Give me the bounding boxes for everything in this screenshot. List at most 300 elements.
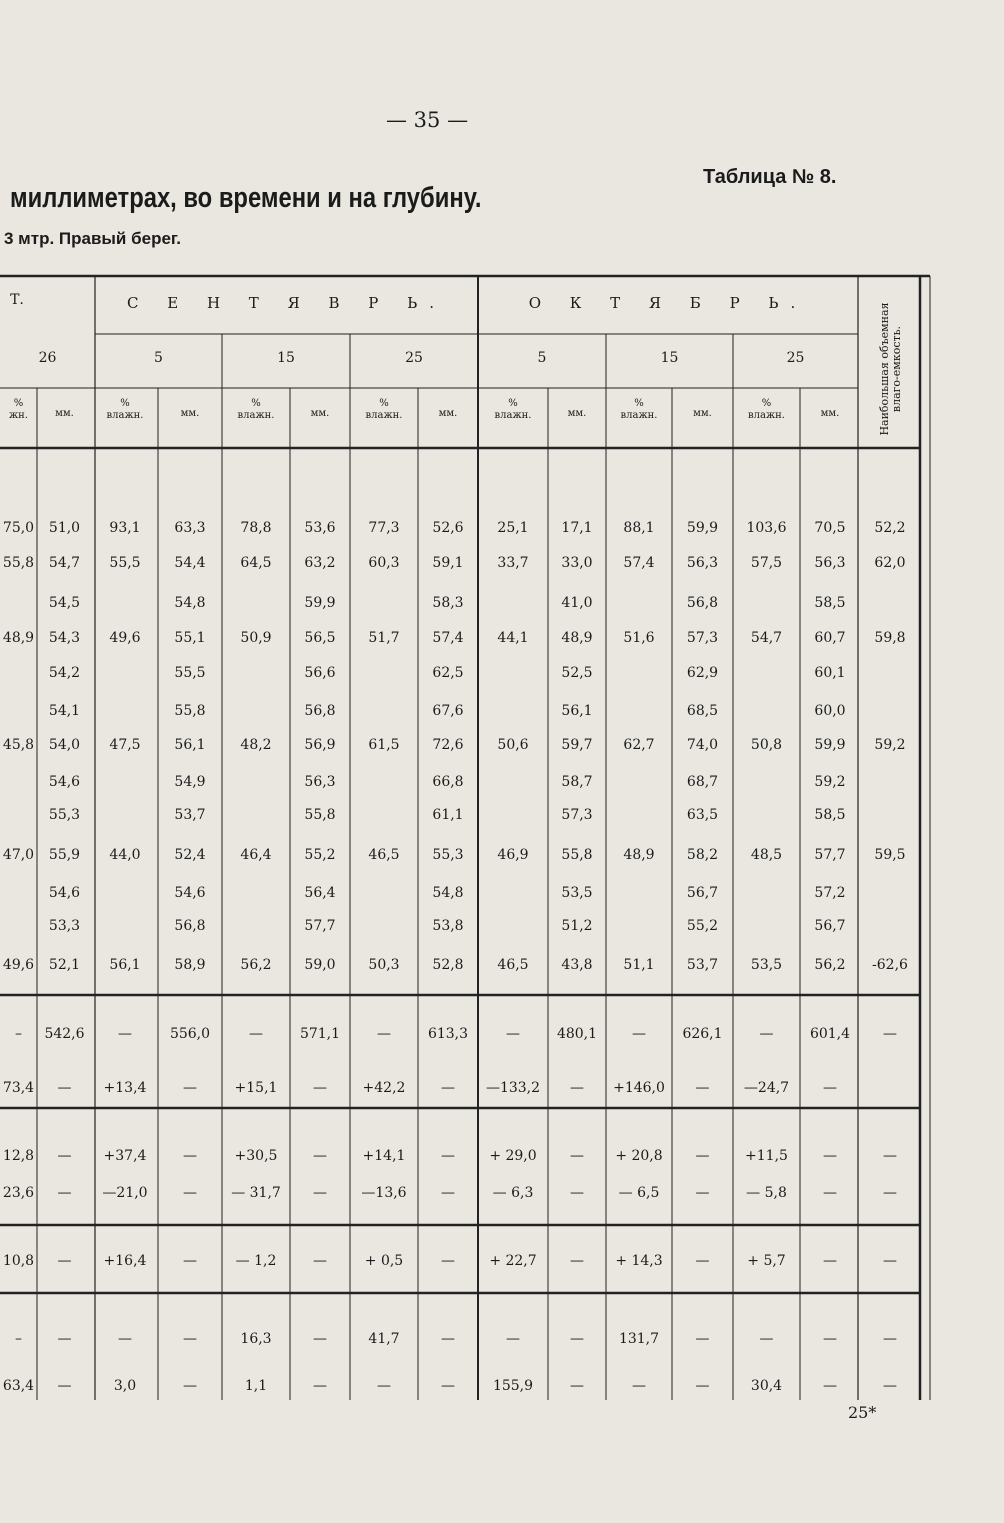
table-cell: +42,2 (362, 1080, 406, 1096)
table-cell: 63,3 (174, 520, 206, 536)
table-cell: — 6,5 (618, 1185, 660, 1201)
table-cell: 56,6 (304, 665, 336, 681)
table-cell: 51,6 (623, 630, 655, 646)
table-cell: — (695, 1185, 710, 1201)
table-cell (606, 771, 672, 793)
table-cell: 44,0 (109, 847, 141, 863)
table-cell: 59,9 (814, 737, 846, 753)
table-cell: 571,1 (299, 1026, 341, 1042)
table-cell: 73,4 (2, 1080, 35, 1096)
table-cell: 56,3 (686, 555, 719, 571)
table-cell: 59,9 (304, 595, 336, 611)
table-cell: 56,8 (686, 595, 719, 611)
table-cell: +30,5 (234, 1148, 278, 1164)
table-cell (0, 804, 37, 826)
table-cell: 55,8 (561, 847, 593, 863)
table-cell: —24,7 (743, 1080, 790, 1096)
table-cell: 53,5 (750, 957, 783, 973)
table-cell (860, 592, 920, 614)
table-cell: 54,2 (48, 665, 81, 681)
table-cell: 56,1 (174, 737, 206, 753)
table-cell: + 0,5 (364, 1253, 404, 1269)
table-cell: + 14,3 (615, 1253, 663, 1269)
table-cell: 56,8 (304, 703, 336, 719)
table-cell: — 5,8 (746, 1185, 787, 1201)
table-cell: — 1,2 (235, 1253, 277, 1269)
table-cell: 56,1 (109, 957, 141, 973)
table-cell: — (377, 1378, 391, 1394)
table-cell: — (183, 1378, 197, 1394)
table-cell: 613,3 (427, 1026, 469, 1042)
table-cell: 56,7 (814, 918, 846, 934)
table-cell: — (883, 1185, 897, 1201)
table-cell (606, 915, 672, 937)
pct-header: % влажн. (237, 398, 275, 421)
table-cell (478, 700, 548, 722)
table-cell: – (15, 1331, 22, 1347)
page-title: миллиметрах, во времени и на глубину. (10, 182, 482, 214)
table-cell (222, 804, 290, 826)
table-cell: — (249, 1026, 263, 1042)
table-cell (350, 592, 418, 614)
table-cell: 57,4 (623, 555, 655, 571)
table-cell: 17,1 (561, 520, 593, 536)
table-cell: 48,9 (623, 847, 655, 863)
table-cell: +146,0 (613, 1080, 665, 1096)
table-cell (92, 700, 158, 722)
table-cell: — (183, 1185, 197, 1201)
table-cell: 46,4 (240, 847, 272, 863)
table-cell: 54,9 (174, 774, 206, 790)
table-cell: 59,0 (304, 957, 336, 973)
table-cell: — (883, 1148, 897, 1164)
table-cell: 48,5 (750, 847, 783, 863)
table-cell: 60,3 (368, 555, 400, 571)
table-cell: — (313, 1185, 327, 1201)
table-label: Таблица № 8. (703, 166, 837, 188)
table-cell: 78,8 (240, 520, 272, 536)
table-cell: — (506, 1026, 520, 1042)
table-cell: 55,8 (304, 807, 336, 823)
pct-header: % влажн. (494, 398, 532, 421)
day-header: 15 (277, 350, 295, 366)
table-cell: 59,2 (874, 737, 906, 753)
table-cell: 55,5 (109, 555, 141, 571)
subtitle: 3 мтр. Правый берег. (4, 229, 182, 248)
table-cell: 52,1 (48, 957, 81, 973)
mm-header: мм. (438, 408, 458, 419)
table-cell: — (313, 1378, 327, 1394)
table-cell: 59,8 (874, 630, 906, 646)
table-cell: 51,0 (48, 520, 81, 536)
table-cell: 1,1 (244, 1378, 268, 1394)
table-cell: +16,4 (103, 1253, 147, 1269)
table-cell: — (695, 1331, 710, 1347)
table-cell (733, 804, 800, 826)
table-cell (478, 882, 548, 904)
month-september: С Е Н Т Я В Р Ь. (127, 294, 446, 312)
table-cell (350, 662, 418, 684)
table-cell: 49,6 (109, 630, 141, 646)
table-cell: 53,8 (432, 918, 464, 934)
table-cell: 556,0 (169, 1026, 211, 1042)
table-cell (606, 592, 672, 614)
table-cell: 626,1 (682, 1026, 723, 1042)
table-cell: — (183, 1148, 197, 1164)
table-cell (860, 771, 920, 793)
table-cell: 63,2 (304, 555, 336, 571)
table-cell: — (377, 1026, 391, 1042)
table-cell: 55,5 (174, 665, 206, 681)
table-cell (733, 882, 800, 904)
table-cell: 41,7 (368, 1331, 400, 1347)
table-cell: 53,3 (48, 918, 81, 934)
table-cell: 43,8 (561, 957, 593, 973)
table-cell (478, 771, 548, 793)
table-cell: — (57, 1185, 72, 1201)
table-cell: 12,8 (2, 1148, 35, 1164)
table-cell (0, 662, 37, 684)
table-cell: 53,7 (174, 807, 206, 823)
table-cell: — (632, 1378, 646, 1394)
table-cell: + 22,7 (489, 1253, 537, 1269)
table-cell: + 29,0 (489, 1148, 537, 1164)
table-cell: —21,0 (102, 1185, 148, 1201)
table-cell: — (570, 1331, 584, 1347)
table-cell: 50,3 (368, 957, 400, 973)
table-cell (222, 592, 290, 614)
table-cell: 52,5 (561, 665, 593, 681)
table-cell (733, 662, 800, 684)
table-cell: 45,8 (2, 737, 35, 753)
table-cell: 55,9 (48, 847, 81, 863)
table-cell: — (632, 1026, 646, 1042)
table-cell: — (823, 1253, 837, 1269)
table-cell: — (883, 1026, 897, 1042)
table-cell: — (695, 1080, 710, 1096)
table-cell (860, 882, 920, 904)
table-cell: 542,6 (44, 1026, 85, 1042)
table-cell: 60,0 (814, 703, 846, 719)
table-cell: 70,5 (814, 520, 846, 536)
table-cell: — (570, 1253, 584, 1269)
table-cell: — (883, 1378, 897, 1394)
table-cell: 62,0 (874, 555, 906, 571)
table-cell: 63,5 (686, 807, 719, 823)
table-cell: — (695, 1378, 710, 1394)
table-cell (860, 804, 920, 826)
table-cell: 55,8 (174, 703, 206, 719)
table-cell: 53,7 (686, 957, 719, 973)
table-cell: — (695, 1253, 710, 1269)
table-cell: — 6,3 (492, 1185, 534, 1201)
table-cell: — (570, 1148, 584, 1164)
table-cell (92, 804, 158, 826)
pct-header: % влажн. (106, 398, 144, 421)
table-cell: — (441, 1080, 455, 1096)
table-cell (733, 915, 800, 937)
table-cell: 10,8 (2, 1253, 35, 1269)
table-cell: 67,6 (432, 703, 464, 719)
table-cell: 155,9 (492, 1378, 534, 1394)
table-cell: 48,9 (2, 630, 35, 646)
table-cell (222, 700, 290, 722)
table-cell: 77,3 (368, 520, 400, 536)
table-cell: 58,5 (814, 595, 846, 611)
table-cell: 59,5 (874, 847, 906, 863)
table-cell: 57,7 (814, 847, 846, 863)
table-cell (606, 662, 672, 684)
table-cell: 56,8 (174, 918, 206, 934)
table-cell (860, 700, 920, 722)
table-cell: 33,7 (497, 555, 529, 571)
table-cell: 55,3 (48, 807, 81, 823)
table-cell: 58,2 (686, 847, 719, 863)
table-cell: 53,6 (304, 520, 336, 536)
table-cell: 46,9 (497, 847, 529, 863)
table-cell (222, 662, 290, 684)
table-cell (733, 700, 800, 722)
table-cell: +13,4 (103, 1080, 147, 1096)
table-cell: 46,5 (368, 847, 400, 863)
table-cell (606, 882, 672, 904)
table-cell: 56,3 (814, 555, 846, 571)
table-cell: 47,5 (109, 737, 141, 753)
table-cell: — (441, 1331, 455, 1347)
table-cell: — (313, 1080, 327, 1096)
table-cell: 72,6 (432, 737, 464, 753)
table-cell: — (441, 1148, 455, 1164)
table-cell (478, 662, 548, 684)
table-cell: 33,0 (561, 555, 593, 571)
table-cell: 50,6 (497, 737, 529, 753)
table-cell: — (823, 1080, 837, 1096)
table-cell: 58,3 (432, 595, 464, 611)
day-header: 15 (660, 350, 679, 366)
table-cell: 3,0 (113, 1378, 137, 1394)
table-cell: 52,8 (432, 957, 464, 973)
table-cell: 54,4 (174, 555, 206, 571)
table-cell: 48,9 (561, 630, 593, 646)
table-cell: 54,3 (48, 630, 81, 646)
table-cell: 56,1 (561, 703, 593, 719)
table-cell: — (570, 1378, 584, 1394)
table-cell: 49,6 (2, 957, 35, 973)
table-cell (860, 915, 920, 937)
table-cell: 51,2 (561, 918, 593, 934)
table-cell: — (118, 1026, 132, 1042)
table-cell (350, 771, 418, 793)
table-cell (0, 592, 37, 614)
table-cell (92, 771, 158, 793)
table-cell: — (570, 1185, 584, 1201)
table-cell (0, 882, 37, 904)
pct-header: % влажн. (748, 398, 785, 421)
table-cell: 59,7 (561, 737, 593, 753)
table-cell: — (823, 1331, 837, 1347)
table-cell: — (313, 1331, 327, 1347)
table-cell: 54,7 (750, 630, 783, 646)
table-cell: — (183, 1253, 197, 1269)
table-cell: 88,1 (623, 520, 655, 536)
day-header: 5 (537, 350, 547, 366)
pct-header: % жн. (8, 398, 29, 421)
mm-header: мм. (820, 408, 840, 419)
table-cell: — (313, 1148, 327, 1164)
table-cell: 63,4 (2, 1378, 35, 1394)
table-cell: — (883, 1253, 897, 1269)
table-cell (478, 915, 548, 937)
table-cell (92, 915, 158, 937)
table-cell (478, 804, 548, 826)
table-cell: — (823, 1185, 837, 1201)
pct-header: % влажн. (365, 398, 403, 421)
table-cell: — (118, 1331, 132, 1347)
mm-header: мм. (567, 408, 587, 419)
mm-header: мм. (693, 408, 712, 419)
table-cell: 54,0 (48, 737, 81, 753)
day-header: 25 (786, 350, 805, 366)
month-october: О К Т Я Б Р Ь. (528, 294, 808, 312)
table-cell: – (15, 1026, 22, 1042)
table-cell: 52,6 (432, 520, 464, 536)
table-cell: 66,8 (432, 774, 464, 790)
table-cell: 60,1 (814, 665, 846, 681)
table-cell: 57,4 (432, 630, 464, 646)
table-cell: +15,1 (234, 1080, 278, 1096)
pct-header: % влажн. (620, 398, 658, 421)
table-cell: — (883, 1331, 897, 1347)
table-cell (350, 700, 418, 722)
table-cell: 55,2 (686, 918, 719, 934)
table-cell (733, 592, 800, 614)
table-cell: 56,9 (304, 737, 336, 753)
table-cell: 59,1 (432, 555, 464, 571)
table-cell: 56,2 (240, 957, 272, 973)
table-cell: 16,3 (240, 1331, 272, 1347)
table-cell (350, 915, 418, 937)
table-cell: 103,6 (746, 520, 787, 536)
table-cell: 50,8 (750, 737, 783, 753)
table-cell: 55,1 (174, 630, 206, 646)
table-cell: — (570, 1080, 584, 1096)
day-header: 25 (405, 350, 423, 366)
table-cell: 41,0 (561, 595, 593, 611)
table-cell: 30,4 (750, 1378, 783, 1394)
table-cell: 62,9 (686, 665, 719, 681)
table-cell: — (441, 1185, 455, 1201)
table-cell: — (57, 1378, 72, 1394)
table-cell (92, 662, 158, 684)
table-cell: 75,0 (2, 520, 35, 536)
table-cell: 54,7 (48, 555, 81, 571)
table-cell: 57,3 (561, 807, 593, 823)
table-cell: 25,1 (497, 520, 529, 536)
table-cell (606, 804, 672, 826)
table-cell: 59,2 (814, 774, 846, 790)
table-cell: — (695, 1148, 710, 1164)
table-cell: — (57, 1080, 72, 1096)
table-cell: 57,3 (686, 630, 719, 646)
table-cell: 59,9 (686, 520, 719, 536)
table-cell: —13,6 (361, 1185, 407, 1201)
table-cell: — (759, 1331, 774, 1347)
day-header: 26 (38, 350, 57, 366)
max-capacity-header: Наибольшая объемная влаго-емкость. (878, 302, 903, 436)
table-cell: 56,4 (304, 885, 336, 901)
table-cell: 61,5 (368, 737, 400, 753)
table-cell: 52,2 (874, 520, 906, 536)
table-cell: 54,8 (174, 595, 206, 611)
table-cell: 58,9 (174, 957, 206, 973)
table-cell: +14,1 (362, 1148, 406, 1164)
table-cell: 44,1 (497, 630, 529, 646)
table-cell: 56,5 (304, 630, 336, 646)
mm-header: мм. (180, 408, 200, 419)
table-cell: 93,1 (109, 520, 141, 536)
table-cell (478, 592, 548, 614)
table-cell: 64,5 (240, 555, 272, 571)
table-cell: 61,1 (432, 807, 464, 823)
table-cell: 51,7 (368, 630, 400, 646)
table-cell: -62,6 (872, 957, 908, 973)
table-cell: — (759, 1026, 774, 1042)
table-cell: 54,6 (48, 774, 81, 790)
mm-header: мм. (55, 408, 74, 419)
table-cell: 62,7 (623, 737, 655, 753)
table-cell: 46,5 (497, 957, 529, 973)
table-cell: 56,7 (686, 885, 719, 901)
table-cell: 57,7 (304, 918, 336, 934)
table-cell (222, 915, 290, 937)
table-cell: 480,1 (556, 1026, 598, 1042)
table-cell: 57,2 (814, 885, 846, 901)
header-left-fragment: Т. (10, 292, 24, 308)
table-cell (0, 700, 37, 722)
table-cell: 54,6 (174, 885, 206, 901)
table-cell: + 20,8 (615, 1148, 663, 1164)
table-cell (860, 662, 920, 684)
table-cell: — (57, 1253, 72, 1269)
table-cell (860, 1077, 920, 1099)
table-cell: 54,8 (432, 885, 464, 901)
table-cell: 131,7 (618, 1331, 660, 1347)
table-cell: — (823, 1378, 837, 1394)
table-cell (0, 915, 37, 937)
table-cell: 58,7 (561, 774, 593, 790)
table-cell: — (57, 1148, 72, 1164)
table-cell (222, 771, 290, 793)
table-cell: — (313, 1253, 327, 1269)
table-cell (606, 700, 672, 722)
day-header: 5 (154, 350, 163, 366)
table-cell: 54,5 (48, 595, 81, 611)
table-cell: 56,3 (304, 774, 336, 790)
table-cell: 55,3 (432, 847, 464, 863)
table-cell: 57,5 (750, 555, 783, 571)
table-cell: — 31,7 (231, 1185, 281, 1201)
table-cell: 54,1 (48, 703, 81, 719)
page-number: — 35 — (386, 108, 469, 132)
table-cell: 56,2 (814, 957, 846, 973)
table-cell (350, 804, 418, 826)
table-cell: 74,0 (686, 737, 719, 753)
table-cell: 601,4 (809, 1026, 851, 1042)
table-cell: 68,5 (686, 703, 719, 719)
table-cell: 23,6 (2, 1185, 35, 1201)
table-cell: 62,5 (432, 665, 464, 681)
table-cell: 68,7 (686, 774, 719, 790)
